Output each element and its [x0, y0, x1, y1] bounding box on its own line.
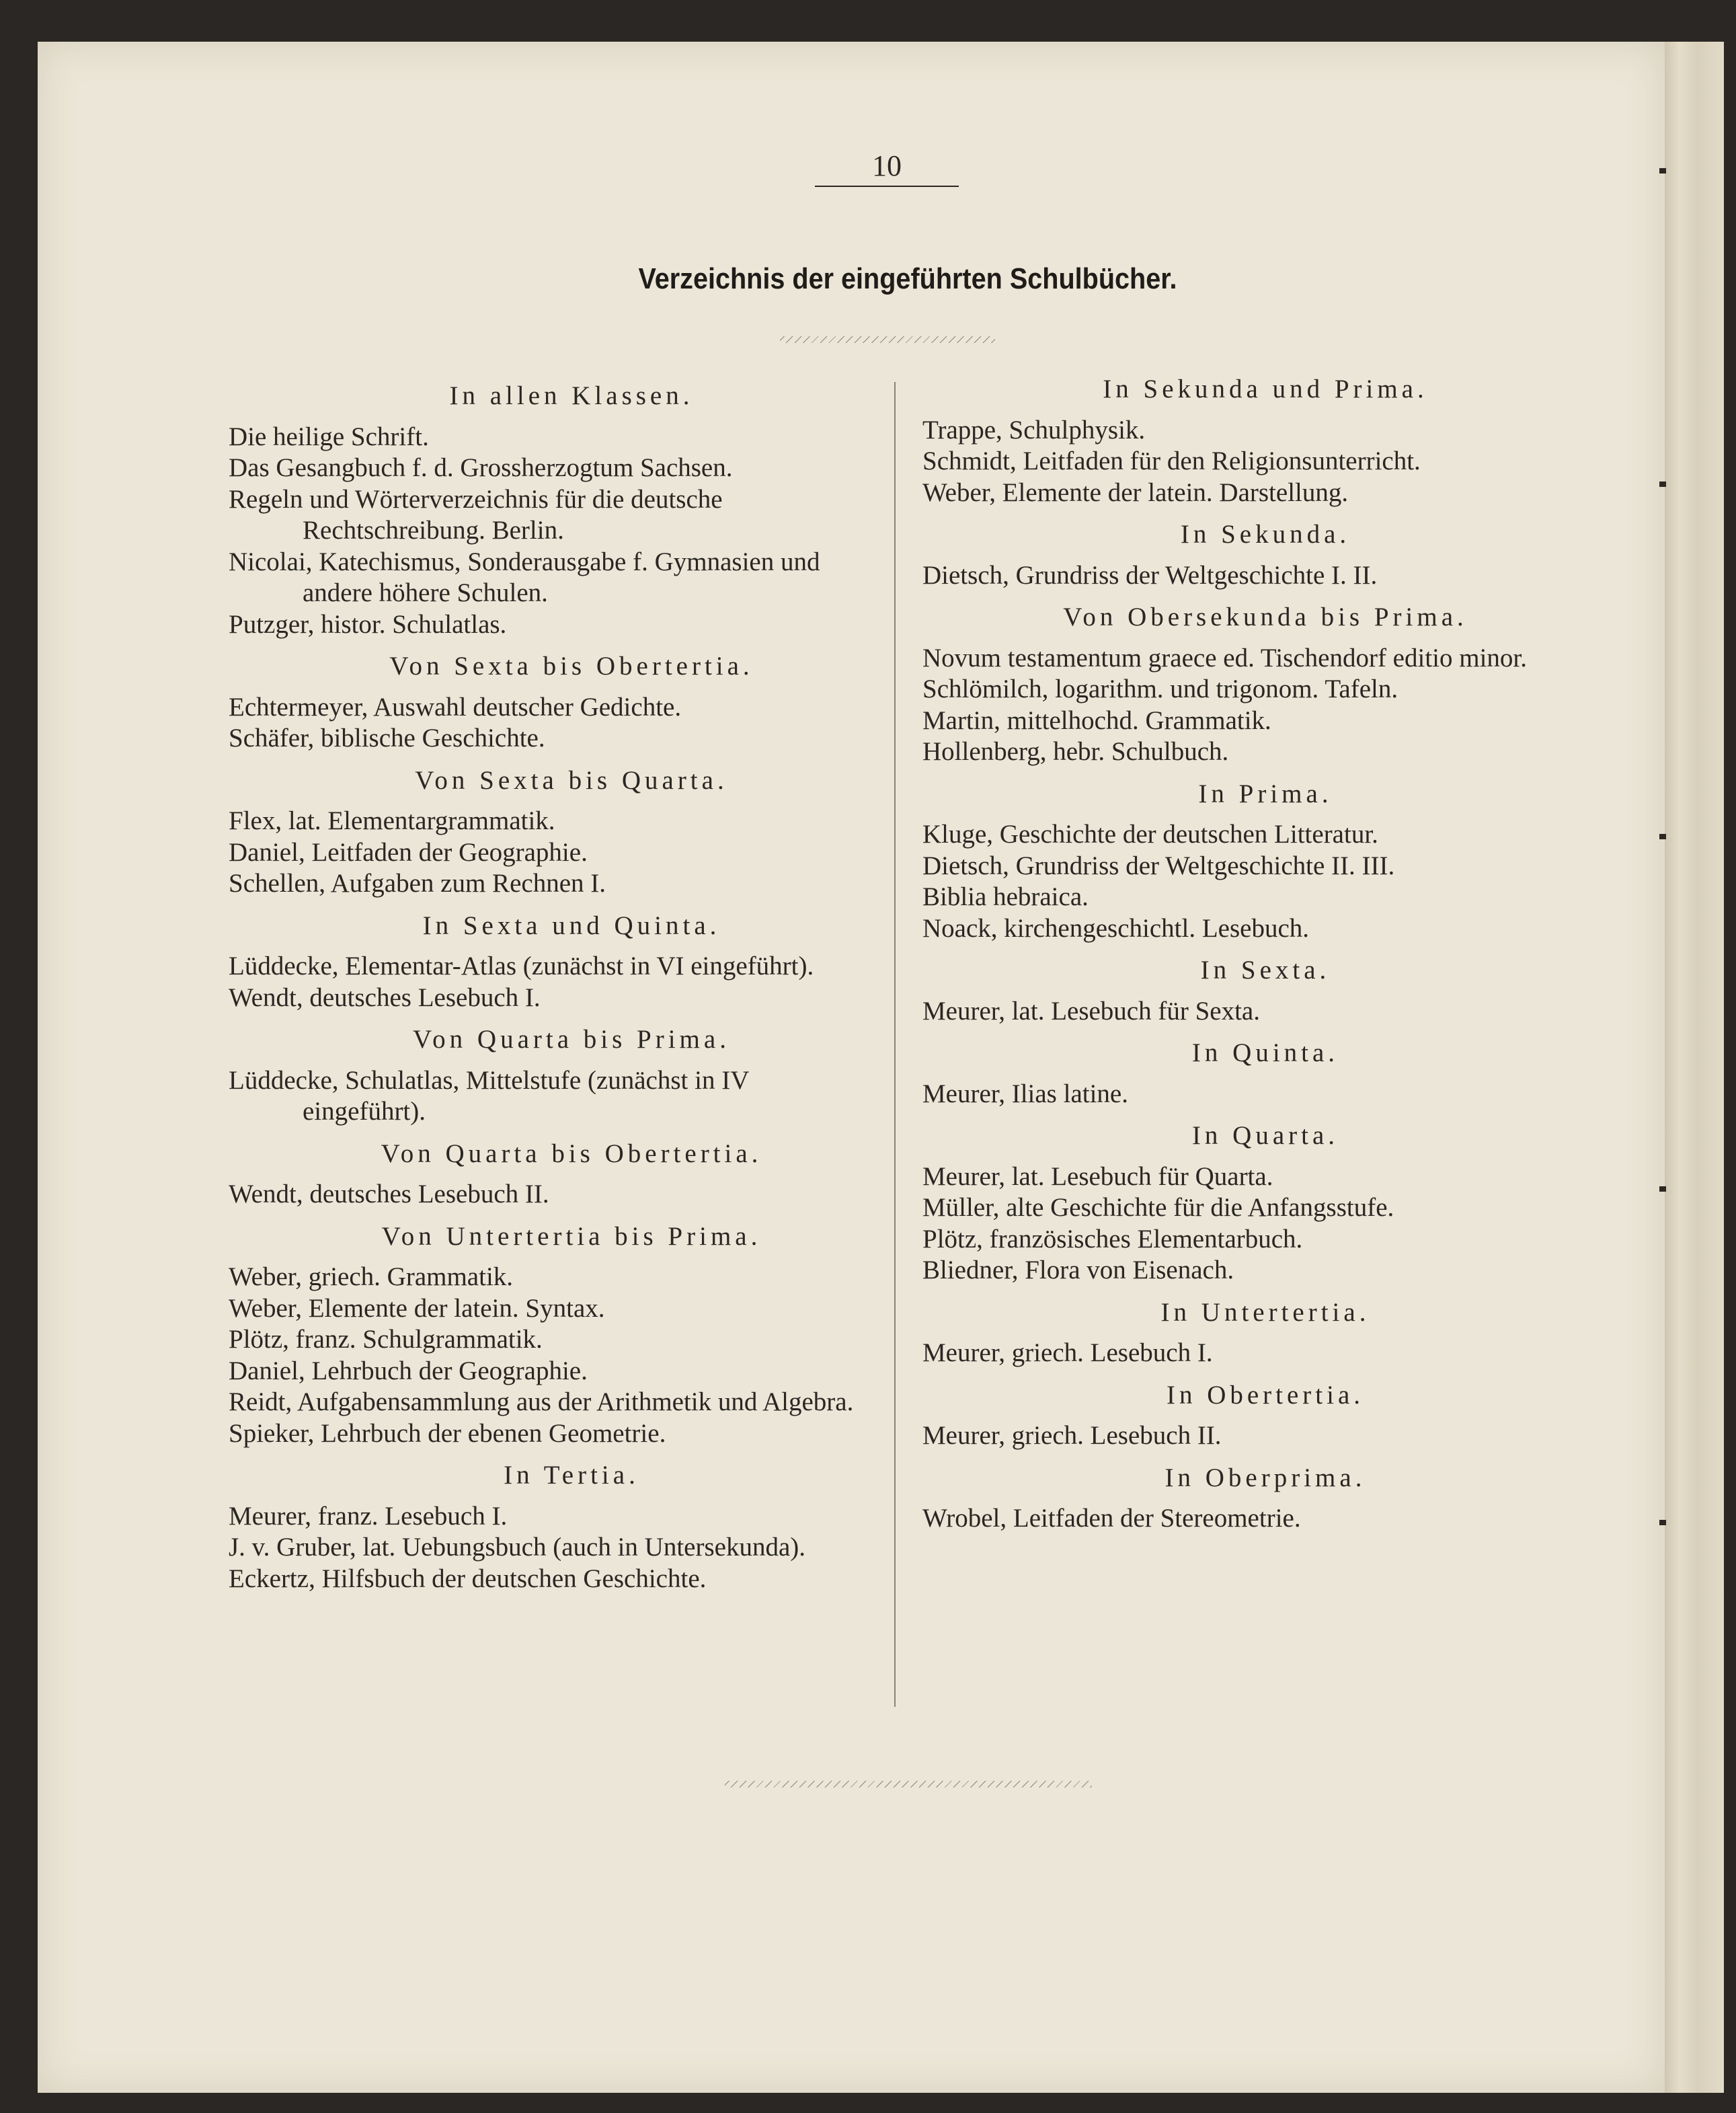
section-heading: Von Quarta bis Obertertia. — [381, 1139, 762, 1168]
book-entry: Weber, griech. Grammatik. — [229, 1262, 514, 1291]
section-heading: In Sexta und Quinta. — [422, 911, 721, 940]
book-entry: Das Gesangbuch f. d. Grossherzogtum Sachsen. — [229, 453, 733, 482]
book-entry: Schäfer, biblische Geschichte. — [229, 724, 545, 753]
book-entry: Flex, lat. Elementargrammatik. — [229, 806, 555, 835]
section-heading: In Prima. — [1198, 779, 1333, 808]
column-divider — [894, 382, 896, 1707]
page-stack-edge — [1665, 42, 1724, 2093]
book-entry: Biblia hebraica. — [922, 882, 1089, 911]
section-heading: In Sekunda und Prima. — [1103, 375, 1428, 404]
book-entry: Dietsch, Grundriss der Weltgeschichte II. III. — [922, 851, 1395, 880]
book-entry: Dietsch, Grundriss der Weltgeschichte I. II. — [922, 560, 1378, 590]
book-entry: Eckertz, Hilfsbuch der deutschen Geschichte. — [229, 1564, 707, 1593]
book-entry: Martin, mittelhochd. Grammatik. — [922, 705, 1271, 735]
section-heading: In Obertertia. — [1166, 1380, 1365, 1410]
section-heading: In Sexta. — [1200, 956, 1331, 985]
section-heading: In Tertia. — [504, 1461, 639, 1490]
book-entry: Meurer, franz. Lesebuch I. — [229, 1501, 508, 1531]
book-entry: Schellen, Aufgaben zum Rechnen I. — [229, 869, 606, 898]
book-entry: J. v. Gruber, lat. Uebungsbuch (auch in Untersekunda). — [229, 1533, 805, 1562]
title-ornament — [780, 336, 995, 343]
book-entry: Daniel, Lehrbuch der Geographie. — [229, 1356, 588, 1385]
book-entry: Bliedner, Flora von Eisenach. — [922, 1256, 1234, 1284]
book-entry: Nicolai, Katechismus, Sonderausgabe f. Gymnasien und andere höhere Schulen. — [229, 547, 820, 607]
edge-mark — [1659, 1520, 1666, 1525]
book-entry: Plötz, französisches Elementarbuch. — [922, 1224, 1303, 1254]
book-entry: Lüddecke, Elementar-Atlas (zunächst in VI eingeführt). — [229, 952, 814, 981]
book-entry: Weber, Elemente der latein. Darstellung. — [922, 477, 1349, 507]
section-heading: Von Obersekunda bis Prima. — [1063, 603, 1468, 631]
book-entry: Meurer, lat. Lesebuch für Quarta. — [922, 1161, 1273, 1191]
page-number: 10 — [815, 148, 959, 187]
book-entry: Wendt, deutsches Lesebuch II. — [229, 1180, 549, 1208]
section-heading: Von Sexta bis Quarta. — [415, 765, 728, 795]
book-entry: Regeln und Wörterverzeichnis für die deutsche Rechtschreibung. Berlin. — [229, 484, 723, 545]
section-heading: In allen Klassen. — [449, 381, 694, 410]
section-heading: Von Untertertia bis Prima. — [381, 1221, 762, 1251]
book-entry: Meurer, lat. Lesebuch für Sexta. — [922, 996, 1260, 1026]
book-entry: Trappe, Schulphysik. — [922, 415, 1146, 445]
section-heading: In Quinta. — [1191, 1038, 1339, 1067]
book-entry: Daniel, Leitfaden der Geographie. — [229, 837, 588, 867]
book-entry: Novum testamentum graece ed. Tischendorf editio minor. — [922, 643, 1527, 673]
book-entry: Müller, alte Geschichte für die Anfangsstufe. — [922, 1193, 1394, 1222]
edge-mark — [1659, 168, 1666, 174]
book-entry: Weber, Elemente der latein. Syntax. — [229, 1293, 605, 1323]
edge-mark — [1659, 834, 1666, 839]
book-entry: Putzger, histor. Schulatlas. — [229, 609, 507, 639]
section-heading: Von Sexta bis Obertertia. — [389, 652, 754, 681]
section-heading: In Quarta. — [1191, 1121, 1339, 1150]
edge-mark — [1659, 482, 1666, 487]
book-entry: Die heilige Schrift. — [229, 422, 429, 451]
book-entry: Lüddecke, Schulatlas, Mittelstufe (zunächst in IV eingeführt). — [229, 1065, 749, 1126]
section-heading: In Sekunda. — [1180, 520, 1351, 549]
right-column — [922, 374, 1568, 1535]
page-title: Verzeichnis der eingeführten Schulbücher. — [638, 262, 1177, 295]
book-entry: Noack, kirchengeschichtl. Lesebuch. — [922, 913, 1310, 943]
left-column — [229, 381, 874, 1595]
book-entry: Spieker, Lehrbuch der ebenen Geometrie. — [229, 1418, 666, 1448]
edge-mark — [1659, 1186, 1666, 1192]
book-entry: Meurer, griech. Lesebuch I. — [922, 1338, 1213, 1367]
section-heading: In Oberprima. — [1165, 1463, 1366, 1492]
book-entry: Reidt, Aufgabensammlung aus der Arithmetik und Algebra. — [229, 1387, 854, 1416]
book-entry: Plötz, franz. Schulgrammatik. — [229, 1325, 543, 1354]
book-entry: Meurer, griech. Lesebuch II. — [922, 1421, 1222, 1450]
book-entry: Meurer, Ilias latine. — [922, 1079, 1128, 1108]
section-heading: In Untertertia. — [1160, 1297, 1370, 1327]
end-ornament — [725, 1781, 1092, 1788]
book-entry: Hollenberg, hebr. Schulbuch. — [922, 737, 1229, 766]
book-entry: Echtermeyer, Auswahl deutscher Gedichte. — [229, 692, 682, 722]
book-entry: Kluge, Geschichte der deutschen Litteratur. — [922, 820, 1378, 849]
book-entry: Schlömilch, logarithm. und trigonom. Tafeln. — [922, 675, 1398, 703]
book-entry: Wrobel, Leitfaden der Stereometrie. — [922, 1504, 1301, 1533]
section-heading: Von Quarta bis Prima. — [413, 1025, 730, 1054]
book-entry: Wendt, deutsches Lesebuch I. — [229, 983, 541, 1012]
book-entry: Schmidt, Leitfaden für den Religionsunterricht. — [922, 447, 1421, 475]
